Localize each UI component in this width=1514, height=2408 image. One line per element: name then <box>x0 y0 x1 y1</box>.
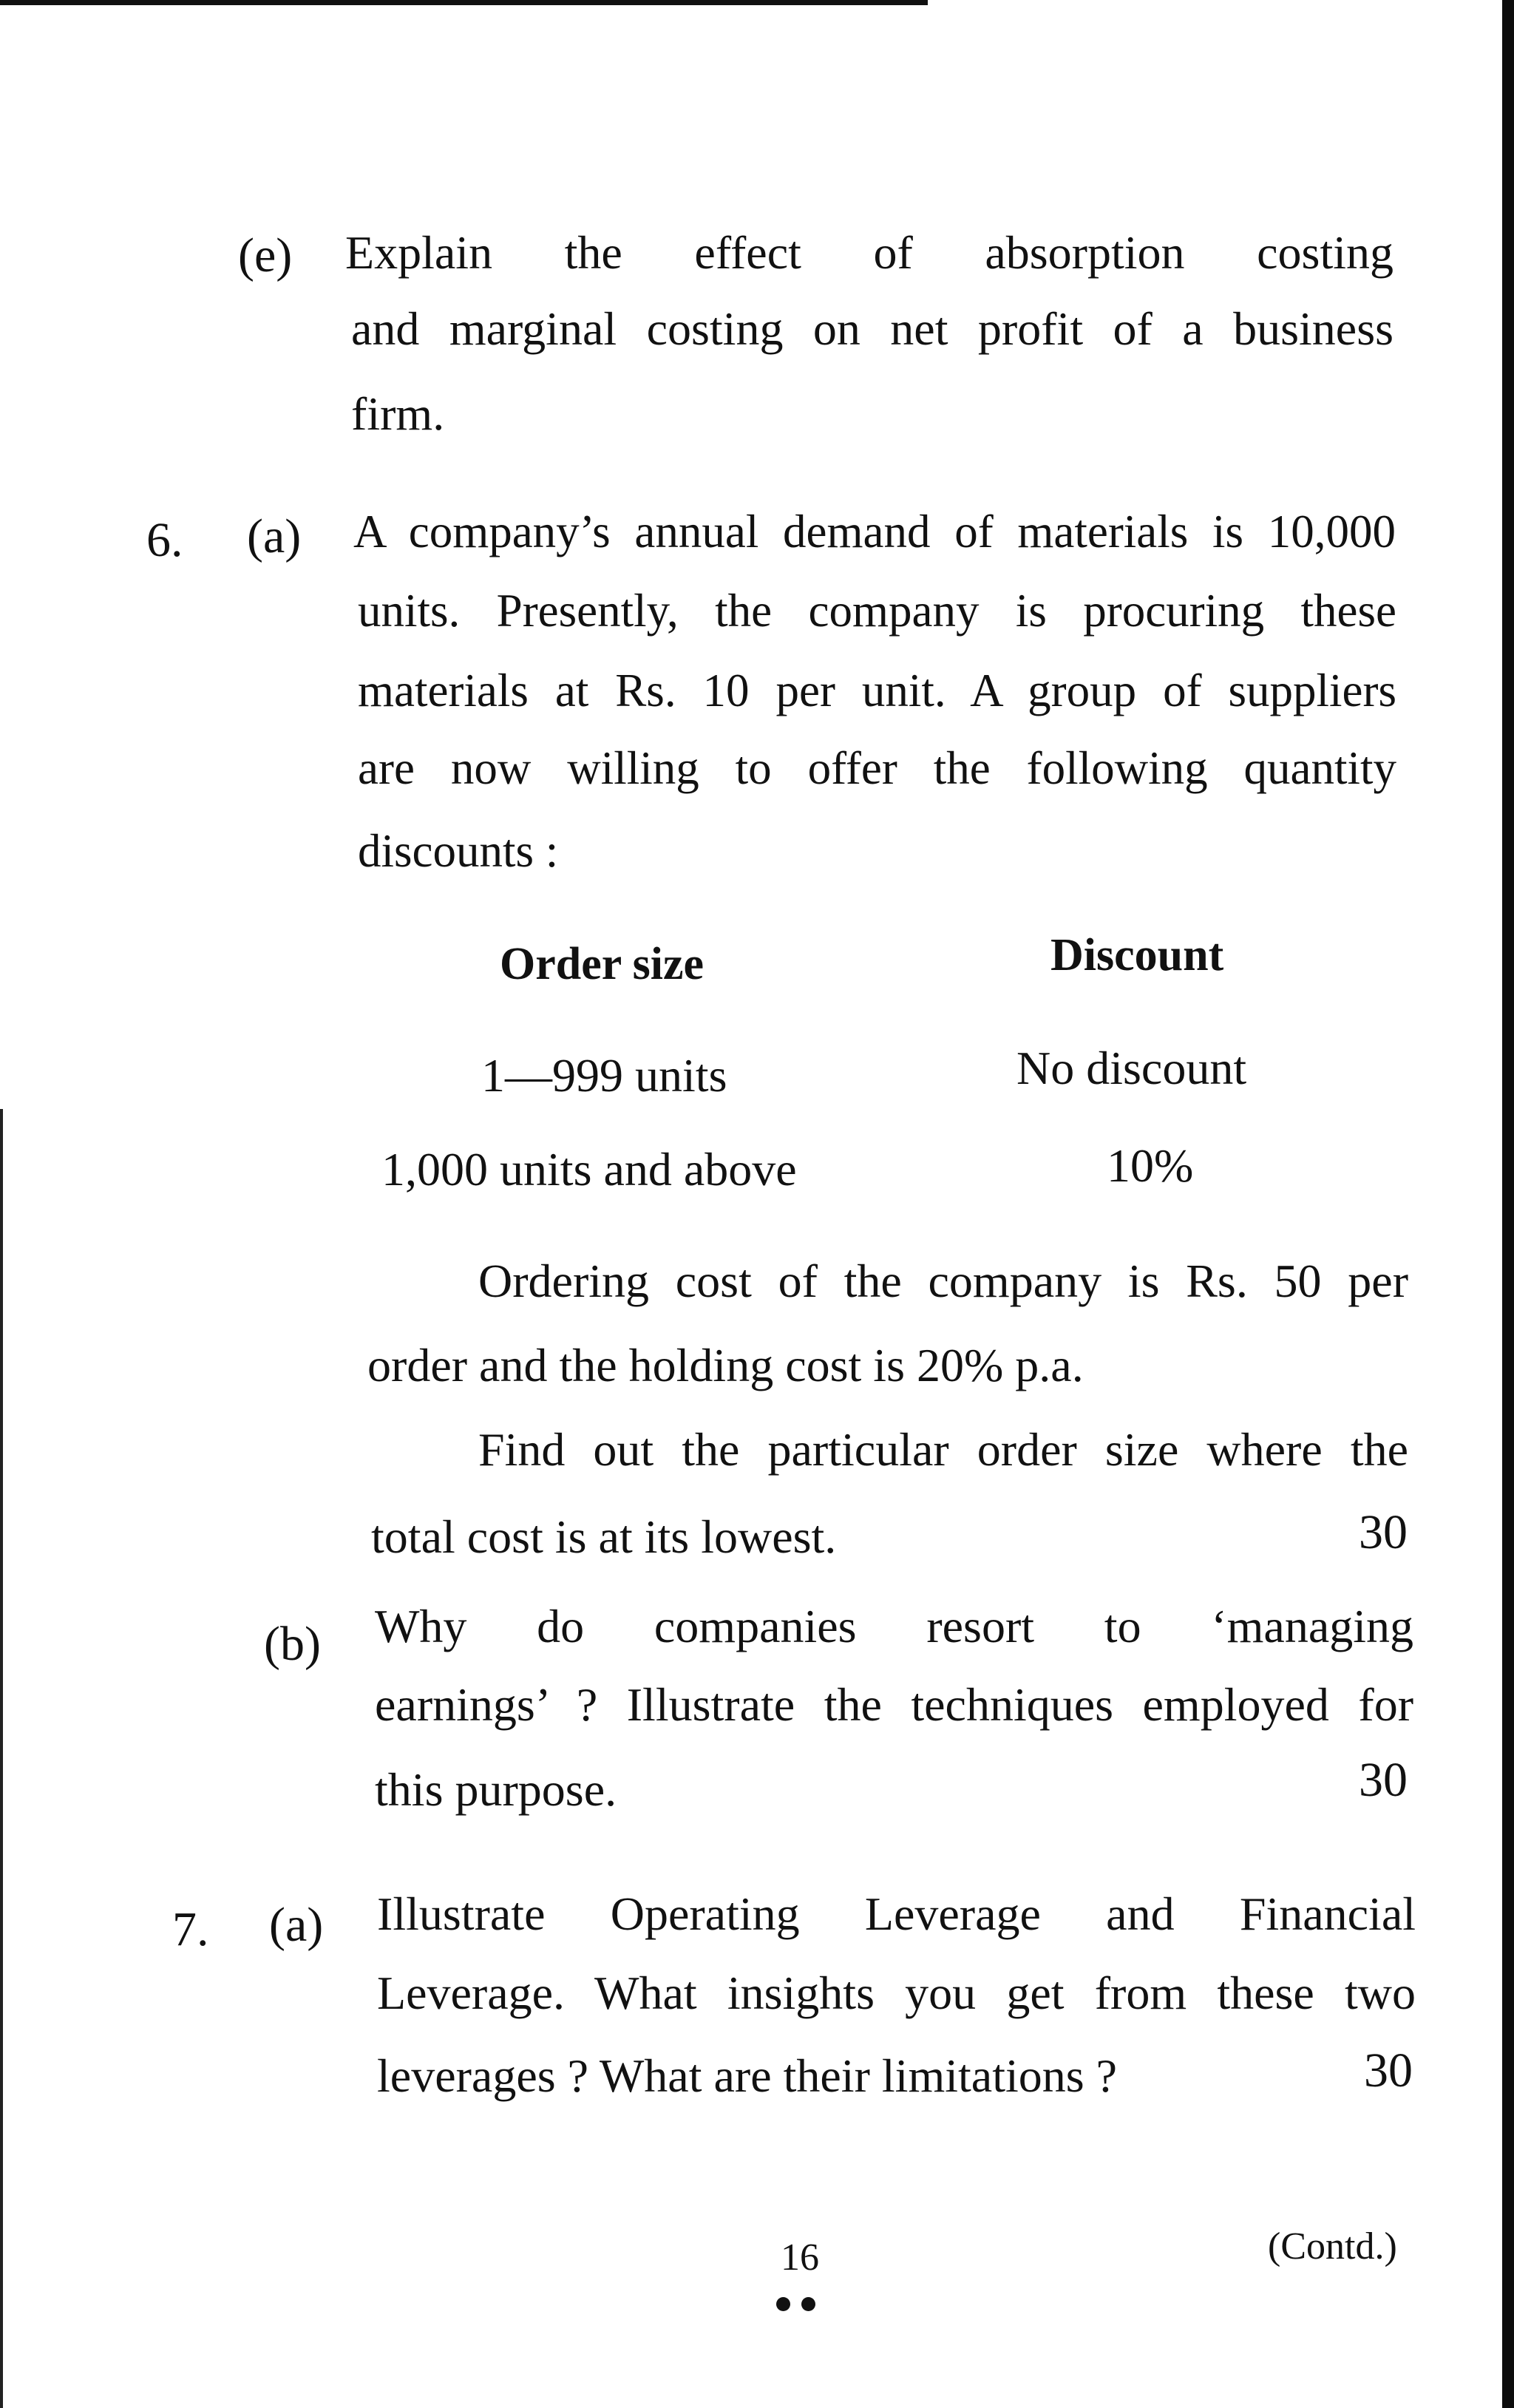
table-header-order-size: Order size <box>500 939 705 989</box>
q6a-line-5: discounts : <box>358 825 559 877</box>
q6b-line-3: this purpose. <box>375 1763 617 1816</box>
q6b-marks: 30 <box>1359 1753 1408 1807</box>
q5e-line-2: and marginal costing on net profit of a business <box>351 302 1394 355</box>
q7a-line-1: Illustrate Operating Leverage and Financial <box>377 1888 1416 1940</box>
q6a-para1-line-1: Ordering cost of the company is Rs. 50 per <box>478 1255 1408 1307</box>
q7a-line-2: Leverage. What insights you get from these two <box>377 1967 1416 2019</box>
q5e-line-3: firm. <box>351 387 445 440</box>
q6a-para1-line-2: order and the holding cost is 20% p.a. <box>367 1339 1084 1391</box>
q6a-line-2: units. Presently, the company is procuring these <box>358 585 1396 637</box>
q6-number: 6. <box>146 513 183 567</box>
q6a-para2-line-1: Find out the particular order size where the <box>478 1423 1408 1476</box>
contd-label: (Contd.) <box>1268 2225 1397 2268</box>
q6a-label: (a) <box>247 509 302 563</box>
q7a-line-3: leverages ? What are their limitations ? <box>377 2049 1118 2102</box>
page-edge-left <box>0 1109 3 2408</box>
q6a-line-3: materials at Rs. 10 per unit. A group of suppliers <box>358 665 1396 716</box>
q5e-line-1: Explain the effect of absorption costing <box>345 226 1394 279</box>
q6a-para2-line-2: total cost is at its lowest. <box>371 1510 837 1563</box>
table-cell-discount-2: 10% <box>1107 1139 1194 1192</box>
top-border-rule <box>0 0 928 5</box>
table-cell-discount-1: No discount <box>1016 1042 1247 1094</box>
q6b-line-2: earnings’ ? Illustrate the techniques employed for <box>375 1678 1413 1731</box>
q6b-label: (b) <box>264 1617 321 1671</box>
footer-dots-ornament <box>775 2297 819 2315</box>
q5e-label: (e) <box>238 228 293 282</box>
q6a-line-4: are now willing to offer the following quantity <box>358 742 1396 794</box>
q7-number: 7. <box>172 1902 209 1956</box>
q6a-marks: 30 <box>1359 1505 1408 1559</box>
q7a-label: (a) <box>269 1898 324 1952</box>
table-cell-order-size-1: 1—999 units <box>481 1049 727 1102</box>
page-number: 16 <box>781 2236 819 2279</box>
table-header-discount: Discount <box>1050 930 1224 980</box>
q7a-marks: 30 <box>1364 2044 1413 2097</box>
q6a-line-1: A company’s annual demand of materials is 10,000 <box>353 506 1396 557</box>
table-cell-order-size-2: 1,000 units and above <box>381 1143 797 1195</box>
page-edge-right <box>1502 0 1514 2408</box>
q6b-line-1: Why do companies resort to ‘managing <box>375 1600 1413 1652</box>
